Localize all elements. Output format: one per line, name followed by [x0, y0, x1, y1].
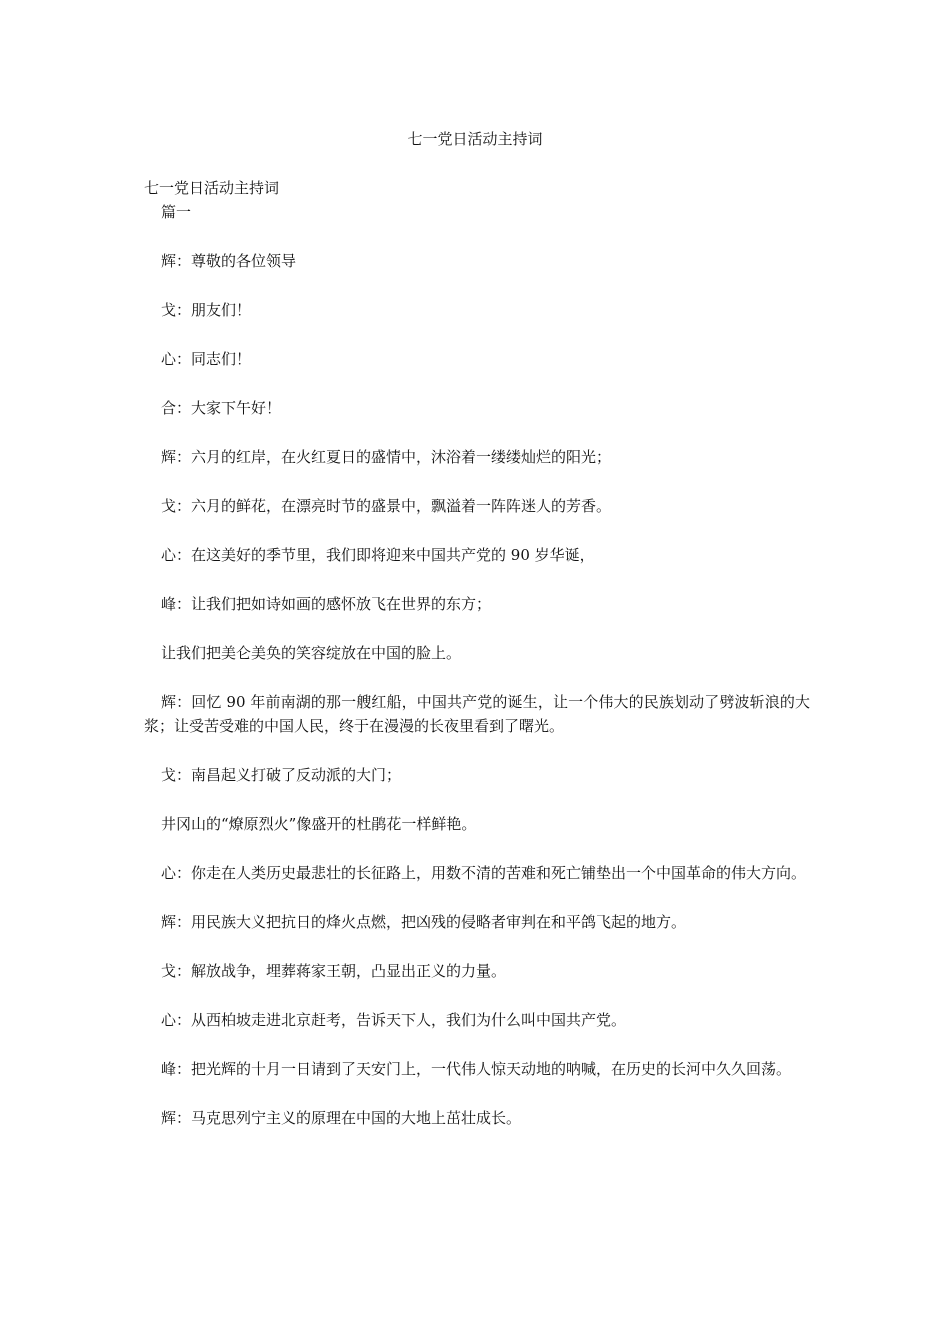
paragraph: 井冈山的“燎原烈火”像盛开的杜鹃花一样鲜艳。 — [161, 815, 477, 833]
paragraph: 辉：回忆 90 年前南湖的那一艘红船，中国共产党的诞生，让一个伟大的民族划动了劈波斩浪的大浆；让受苦受难的中国人民，终于在漫漫的长夜里看到了曙光。 — [144, 693, 810, 735]
paragraph: 心：同志们！ — [161, 350, 252, 368]
paragraph: 心：在这美好的季节里，我们即将迎来中国共产党的 90 岁华诞， — [161, 546, 595, 564]
document-body — [144, 176, 810, 1130]
paragraph: 辉：六月的红岸，在火红夏日的盛情中，沐浴着一缕缕灿烂的阳光； — [161, 448, 612, 466]
section-heading: 七一党日活动主持词 — [144, 179, 280, 197]
paragraph: 让我们把美仑美奂的笑容绽放在中国的脸上。 — [161, 644, 462, 662]
paragraph: 合：大家下午好！ — [161, 399, 282, 417]
document-title: 七一党日活动主持词 — [407, 130, 543, 148]
paragraph: 峰：让我们把如诗如画的感怀放飞在世界的东方； — [161, 595, 492, 613]
paragraph: 峰：把光辉的十月一日请到了天安门上，一代伟人惊天动地的呐喊，在历史的长河中久久回荡。 — [161, 1060, 792, 1078]
paragraph: 心：从西柏坡走进北京赶考，告诉天下人，我们为什么叫中国共产党。 — [161, 1011, 627, 1029]
paragraph: 辉：尊敬的各位领导 — [161, 252, 297, 270]
section-subheading: 篇一 — [161, 203, 192, 221]
paragraph: 心：你走在人类历史最悲壮的长征路上，用数不清的苦难和死亡铺垫出一个中国革命的伟大方向。 — [161, 864, 807, 882]
paragraph: 戈：六月的鲜花，在漂亮时节的盛景中，飘溢着一阵阵迷人的芳香。 — [161, 497, 612, 515]
paragraph: 戈：朋友们！ — [161, 301, 252, 319]
paragraph: 辉：用民族大义把抗日的烽火点燃，把凶残的侵略者审判在和平鸽飞起的地方。 — [161, 913, 687, 931]
paragraph: 戈：解放战争，埋葬蒋家王朝，凸显出正义的力量。 — [161, 962, 507, 980]
paragraph: 辉：马克思列宁主义的原理在中国的大地上茁壮成长。 — [161, 1109, 522, 1127]
paragraph: 戈：南昌起义打破了反动派的大门； — [161, 766, 402, 784]
